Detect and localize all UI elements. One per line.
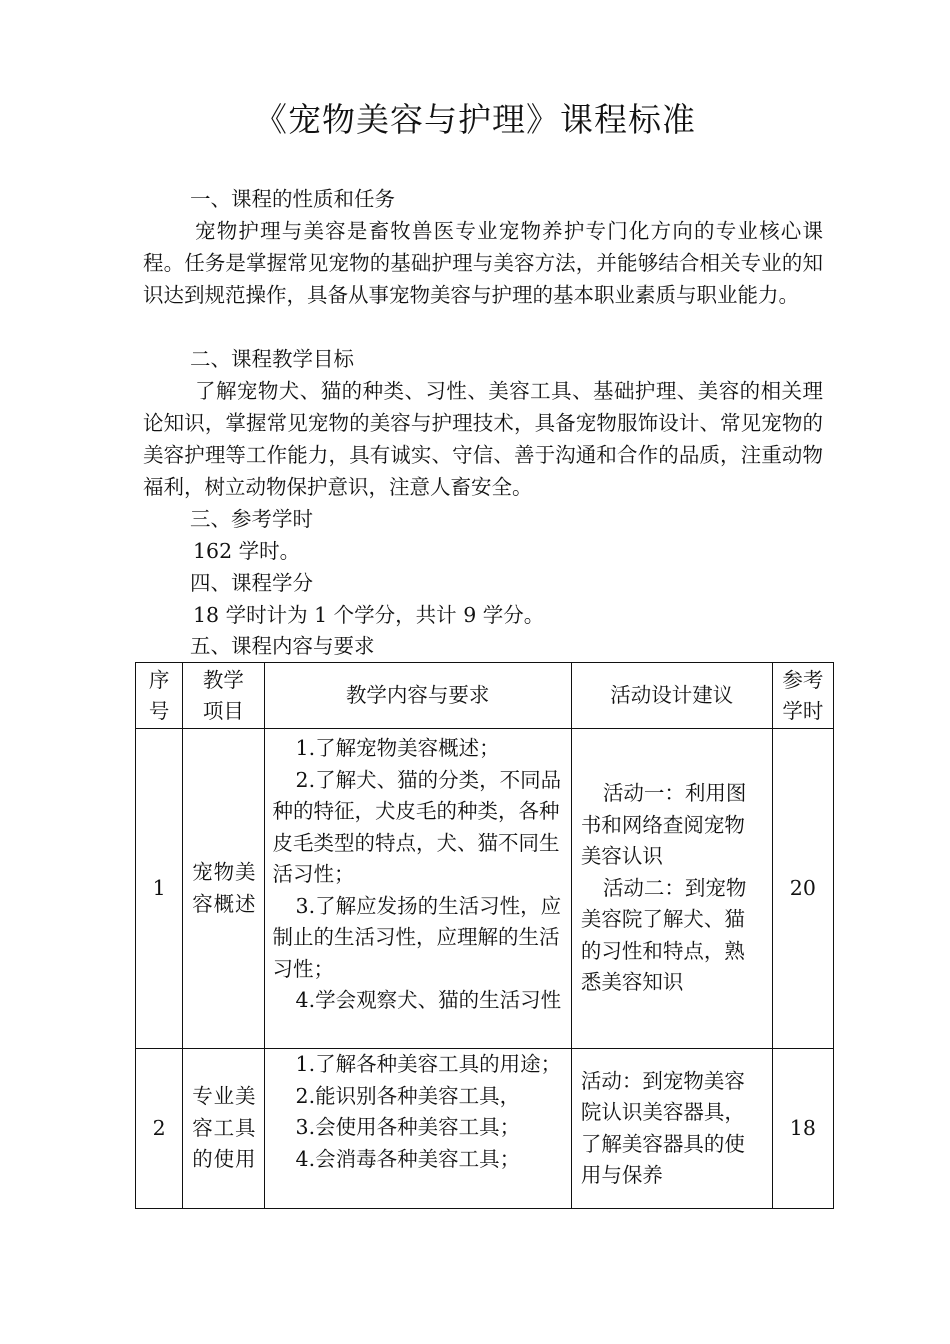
header-activity: 活动设计建议 bbox=[571, 663, 772, 729]
table-row bbox=[136, 729, 834, 1049]
section-1-body: 宠物护理与美容是畜牧兽医专业宠物养护专门化方向的专业核心课程。任务是掌握常见宠物的基础护理与美容方法，并能够结合相关专业的知识达到规范操作，具备从事宠物美容与护理的基本职业素质与职业能力。 bbox=[143, 219, 823, 307]
content-line: 1.了解宠物美容概述； bbox=[295, 736, 500, 760]
section-1-heading: 一、课程的性质和任务 bbox=[190, 187, 395, 211]
row-number: 1 bbox=[136, 729, 183, 1049]
row-activity bbox=[571, 729, 772, 1049]
header-content: 教学内容与要求 bbox=[264, 663, 571, 729]
section-5-heading: 五、课程内容与要求 bbox=[190, 634, 375, 658]
document-title: 《宠物美容与护理》课程标准 bbox=[254, 100, 696, 139]
row-hours: 20 bbox=[772, 729, 833, 1049]
activity-line: 活动：到宠物美容院认识美容器具，了解美容器具的使用与保养 bbox=[580, 1068, 745, 1187]
table-row bbox=[136, 1049, 834, 1209]
content-line: 3.了解应发扬的生活习性，应制止的生活习性，应理解的生活习性； bbox=[272, 893, 562, 981]
section-3-heading: 三、参考学时 bbox=[190, 507, 313, 531]
row-content bbox=[264, 729, 571, 1049]
row-hours: 18 bbox=[772, 1049, 833, 1209]
content-line: 1.了解各种美容工具的用途； bbox=[295, 1052, 562, 1076]
section-2-body: 了解宠物犬、猫的种类、习性、美容工具、基础护理、美容的相关理论知识，掌握常见宠物的美容与护理技术，具备宠物服饰设计、常见宠物的美容护理等工作能力，具有诚实、守信、善于沟通和合作的品质，注重动物福利，树立动物保护意识，注意人畜安全。 bbox=[143, 379, 823, 499]
row-activity bbox=[571, 1049, 772, 1209]
row-content bbox=[264, 1049, 571, 1209]
course-content-table bbox=[135, 662, 834, 1209]
content-line: 2.能识别各种美容工具， bbox=[295, 1083, 521, 1108]
section-3-body: 162 学时。 bbox=[193, 539, 301, 563]
content-line: 3.会使用各种美容工具； bbox=[295, 1115, 521, 1139]
content-line: 4.学会观察犬、猫的生活习性 bbox=[295, 988, 562, 1012]
content-line: 2.了解犬、猫的分类，不同品种的特征，犬皮毛的种类，各种皮毛类型的特点，犬、猫不同生活习性； bbox=[272, 767, 562, 886]
row-item: 宠物美容概述 bbox=[183, 729, 264, 1049]
section-4-body: 18 学时计为 1 个学分，共计 9 学分。 bbox=[193, 603, 545, 627]
header-hours: 参考学时 bbox=[772, 663, 833, 729]
header-item: 教学项目 bbox=[183, 663, 264, 729]
row-number: 2 bbox=[136, 1049, 183, 1209]
header-no: 序号 bbox=[136, 663, 183, 729]
section-2-heading: 二、课程教学目标 bbox=[190, 347, 354, 371]
activity-line: 活动二：到宠物美容院了解犬、猫的习性和特点，熟悉美容知识 bbox=[580, 875, 747, 995]
section-4-heading: 四、课程学分 bbox=[190, 571, 313, 595]
row-item: 专业美容工具的使用 bbox=[183, 1049, 264, 1209]
activity-line: 活动一：利用图书和网络查阅宠物美容认识 bbox=[580, 781, 747, 869]
content-line: 4.会消毒各种美容工具； bbox=[295, 1146, 521, 1171]
table-header-row bbox=[136, 663, 834, 729]
